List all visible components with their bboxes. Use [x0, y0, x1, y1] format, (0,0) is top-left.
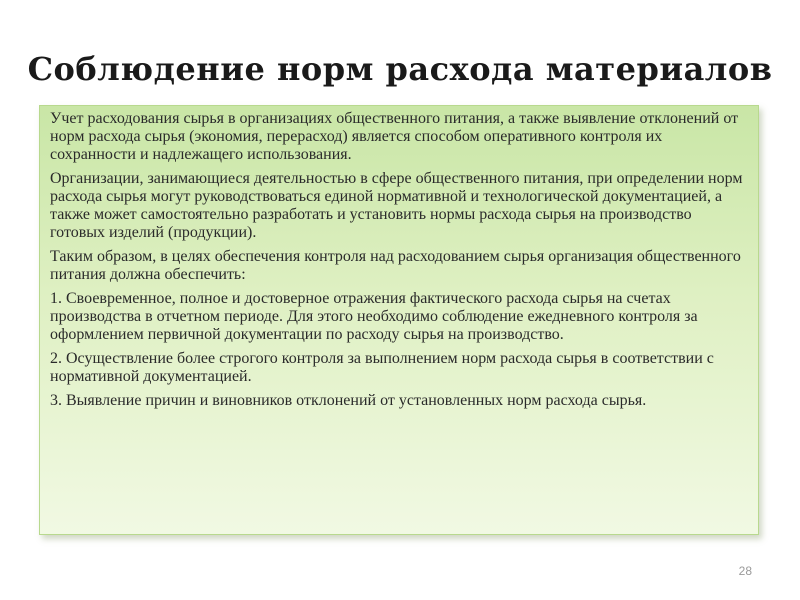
slide-title: Соблюдение норм расхода материалов [27, 50, 773, 88]
list-item-2: 2. Осуществление более строгого контроля за выполнением норм расхода сырья в соответствии с нормативной документацией. [50, 350, 714, 385]
paragraph-norms: Организации, занимающиеся деятельностью в сфере общественного питания, при определении норм расхода сырья могут руководствоваться единой нормативной и технологической документацией, а также может самостоятельно разработать и установить нормы расхода сырья на производство готовых изделий (продукции). [50, 170, 743, 241]
page-number: 28 [738, 564, 752, 578]
list-item-1: 1. Своевременное, полное и достоверное отражения фактического расхода сырья на счетах производства в отчетном периоде. Для этого необходимо соблюдение ежедневного контроля за оформлением первичной документации по расходу сырья на производство. [50, 290, 698, 343]
content-box [39, 105, 759, 535]
paragraph-control: Таким образом, в целях обеспечения контроля над расходованием сырья организация общественного питания должна обеспечить: [50, 248, 741, 283]
list-item-3: 3. Выявление причин и виновников отклонений от установленных норм расхода сырья. [50, 392, 647, 409]
paragraph-intro: Учет расходования сырья в организациях общественного питания, а также выявление отклонений от норм расхода сырья (экономия, перерасход) является способом оперативного контроля их сохранности и надлежащего использования. [50, 110, 739, 163]
